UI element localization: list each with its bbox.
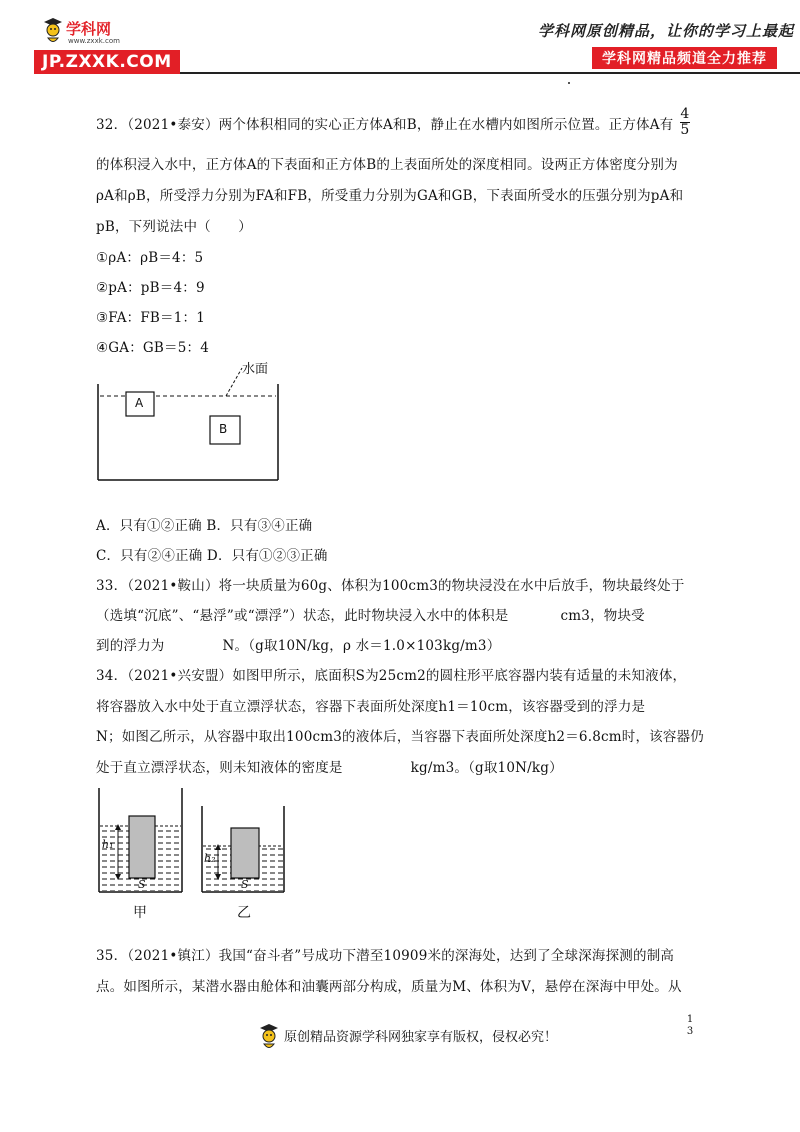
q33-line2-part2: cm3，物块受: [560, 608, 645, 624]
logo-url: www.zxxk.com: [68, 37, 120, 45]
q34-figure: [94, 786, 294, 926]
logo-mascot-icon: [42, 16, 64, 46]
q32-line2: 的体积浸入水中，正方体A的下表面和正方体B的上表面所处的深度相同。设两正方体密度分别为: [96, 157, 678, 173]
header: [0, 0, 800, 75]
fig-label-a: A: [135, 396, 144, 410]
q32-choices-cd: C．只有②④正确 D．只有①②③正确: [96, 548, 328, 564]
q32-option-3: ③FA：FB＝1：1: [96, 310, 206, 326]
q33-line1: 33．（2021•鞍山）将一块质量为60g、体积为100cm3的物块浸没在水中后放手，物块最终处于: [96, 578, 685, 594]
logo-text: 学科网: [66, 20, 112, 38]
q32-figure: [92, 356, 292, 486]
q33-line2-part1: （选填“沉底”、“悬浮”或“漂浮”）状态，此时物块浸入水中的体积是: [96, 608, 509, 624]
footer-mascot-icon: [258, 1022, 280, 1052]
fig-label-h1: h₁: [102, 838, 114, 851]
q33-line2: [96, 604, 645, 624]
q34-line2: 将容器放入水中处于直立漂浮状态，容器下表面所处深度h1＝10cm，该容器受到的浮力是: [96, 699, 646, 715]
q34-line4: [96, 756, 563, 776]
footer: [0, 1010, 800, 1070]
fig-label-jia: 甲: [133, 905, 147, 921]
page-total: 3: [686, 1026, 694, 1037]
logo-banner: JP.ZXXK.COM: [34, 50, 180, 74]
fig-label-yi: 乙: [237, 905, 251, 921]
q32-line4: pB，下列说法中（ ）: [96, 219, 252, 235]
q32-line3: ρA和ρB，所受浮力分别为FA和FB，所受重力分别为GA和GB，下表面所受水的压强分别为pA和: [96, 188, 684, 204]
q33-line3: [96, 634, 500, 654]
fig-label-h2: h₂: [204, 852, 216, 865]
page-current: 1: [686, 1014, 694, 1025]
q34-line4-part1: 处于直立漂浮状态，则未知液体的密度是: [96, 760, 343, 776]
fig-label-water-surface: 水面: [242, 362, 269, 377]
header-divider: [180, 72, 800, 74]
fraction-numerator: 4: [680, 106, 690, 122]
q32-line1: [96, 106, 690, 141]
q32-line1-text: 32．（2021•泰安）两个体积相同的实心正方体A和B，静止在水槽内如图所示位置。正方体A有: [96, 117, 674, 133]
q33-line3-part1: 到的浮力为: [96, 638, 165, 654]
footer-copyright: 原创精品资源学科网独家享有版权，侵权必究！: [284, 1030, 558, 1045]
header-dot: [568, 82, 570, 84]
q34-line3: N；如图乙所示，从容器中取出100cm3的液体后，当容器下表面所处深度h2＝6.8cm时，该容器仍: [96, 729, 704, 745]
q32-choices-ab: A．只有①②正确 B．只有③④正确: [96, 518, 313, 534]
q35-line1: 35．（2021•镇江）我国“奋斗者”号成功下潜至10909米的深海处，达到了全球深海探测的制高: [96, 948, 675, 964]
header-slogan: 学科网原创精品，让你的学习上最起: [538, 22, 795, 40]
q34-line1: 34．（2021•兴安盟）如图甲所示，底面积S为25cm2的圆柱形平底容器内装有适量的未知液体，: [96, 668, 687, 684]
header-slogan-banner: 学科网精品频道全力推荐: [592, 47, 777, 69]
q32-option-4: ④GA：GB＝5：4: [96, 340, 210, 356]
fig-label-s-yi: S: [241, 878, 249, 891]
fig-label-s-jia: S: [138, 878, 146, 891]
q33-line3-part2: N。（g取10N/kg，ρ 水＝1.0×103kg/m3）: [222, 638, 501, 654]
q32-fraction: [680, 107, 690, 138]
page-number: [684, 1014, 696, 1038]
fraction-denominator: 5: [680, 122, 690, 138]
q35-line2: 点。如图所示，某潜水器由舱体和油囊两部分构成，质量为M、体积为V，悬停在深海中甲处。从: [96, 979, 682, 995]
q34-line4-part2: kg/m3。（g取10N/kg）: [410, 760, 563, 776]
fig-label-b: B: [219, 422, 228, 436]
q32-option-1: ①ρA：ρB＝4：5: [96, 250, 204, 266]
q32-option-2: ②pA：pB＝4：9: [96, 280, 205, 296]
